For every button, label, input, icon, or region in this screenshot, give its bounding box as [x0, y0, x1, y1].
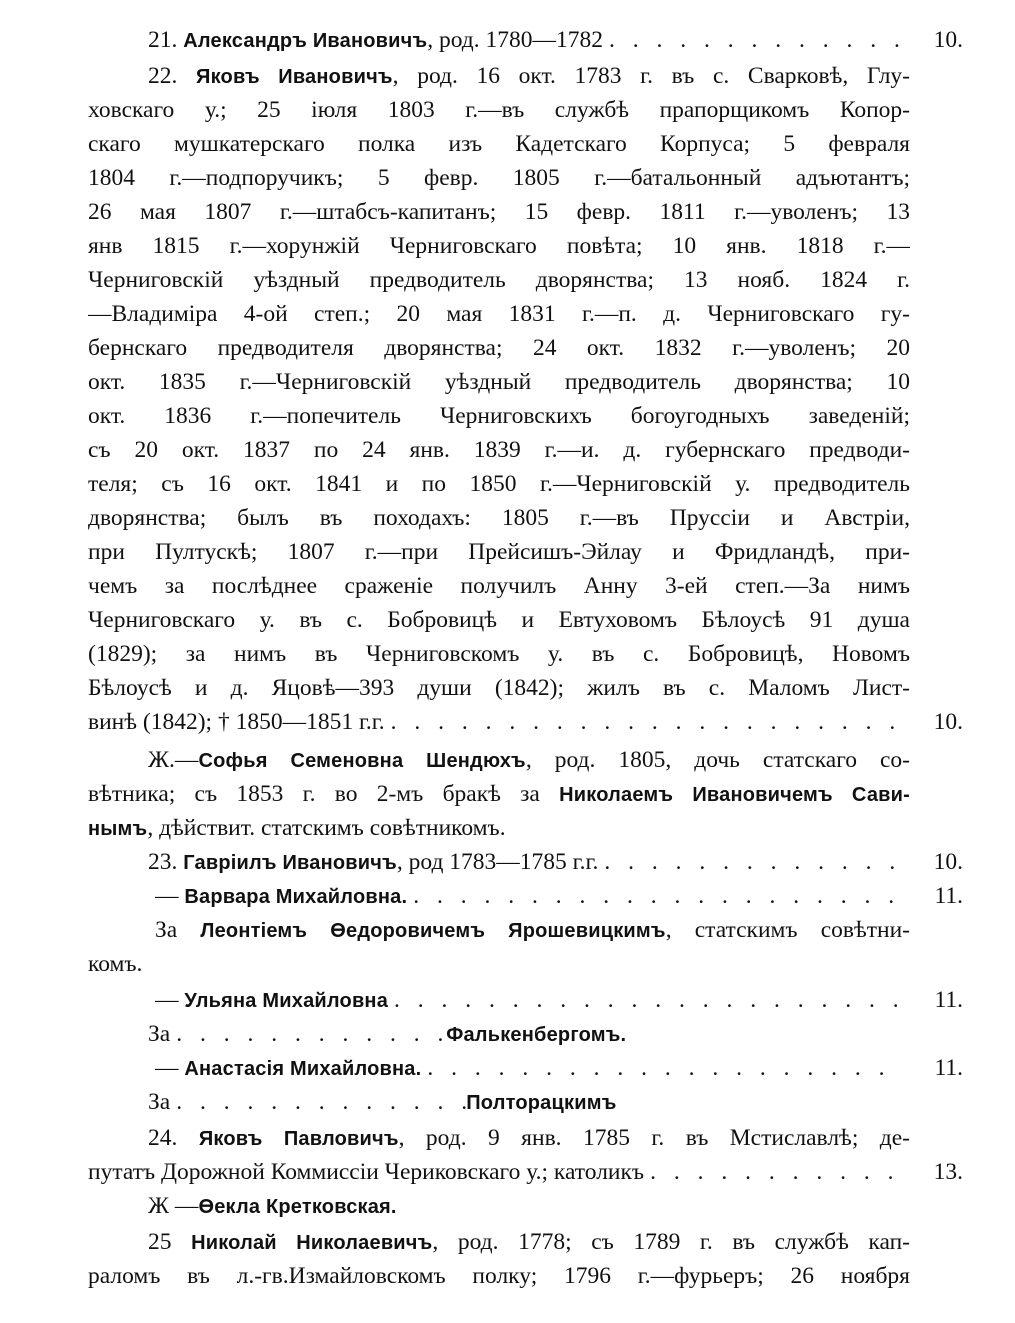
person-name: Гавріилъ Ивановичъ: [183, 852, 397, 874]
entry-25-text-line: раломъ въ л.-гв.Измайловскомъ полку; 1796 г.—фурьеръ; 26 ноября: [88, 1263, 910, 1289]
wife-prefix: Ж.—: [148, 747, 199, 773]
ulyana-line: [155, 984, 900, 1016]
page-reference: 10.: [933, 709, 963, 735]
wife-line: [148, 744, 910, 776]
dot-leader: [388, 984, 900, 1016]
dot-leader: [385, 706, 900, 738]
entry-number: 25: [148, 1229, 172, 1255]
za-label: За: [148, 1089, 171, 1115]
entry-text: , статскимъ совѣтни-: [665, 917, 910, 943]
entry-23-line: [148, 846, 900, 878]
entry-22-text-line: —Владиміра 4-ой степ.; 20 мая 1831 г.—п. д. Черниговскаго гу-: [88, 301, 910, 327]
entry-22-text-line: ховскаго у.; 25 іюля 1803 г.—въ службѣ прапорщикомъ Копор-: [88, 97, 910, 123]
husband-name: Фалькенбергомъ.: [446, 1024, 627, 1046]
entry-22-text-line: при Пултускѣ; 1807 г.—при Прейсишъ-Эйлау и Фридландѣ, при-: [88, 539, 910, 565]
entry-22-text-line: 26 мая 1807 г.—штабсъ-капитанъ; 15 февр. 1811 г.—уволенъ; 13: [88, 199, 910, 225]
spouse-line-cont: комъ.: [88, 951, 143, 977]
entry-22-text-line: скаго мушкатерскаго полка изъ Кадетскаго Корпуса; 5 февраля: [88, 131, 910, 157]
dot-leader: [644, 1156, 900, 1188]
wife-name: Өекла Кретковская.: [198, 1196, 397, 1218]
dot-leader: [421, 1052, 900, 1084]
za-label: За: [148, 1021, 171, 1047]
entry-22-text-line: Черниговскаго у. въ с. Бобровицѣ и Евтуховомъ Бѣлоусѣ 91 душа: [88, 607, 910, 633]
anastasia-line: [155, 1052, 900, 1084]
dash: —: [155, 987, 185, 1013]
entry-22-text-line: Бѣлоусѣ и д. Яцовѣ—393 души (1842); жилъ въ с. Маломъ Лист-: [88, 675, 910, 701]
wife-line: [88, 812, 910, 844]
wife-prefix: Ж —: [148, 1193, 199, 1219]
entry-text: , род 1783—1785 г.г.: [396, 849, 599, 875]
person-name: Варвара Михайловна.: [184, 886, 408, 908]
wife-line: [88, 778, 910, 810]
entry-22-last-line: [88, 706, 900, 738]
entry-text: , дѣйствит. статскимъ совѣтникомъ.: [147, 815, 506, 841]
person-name: Яковъ Павловичъ: [198, 1128, 399, 1150]
page-reference: 11.: [934, 987, 963, 1013]
entry-number: 24.: [148, 1125, 178, 1151]
entry-text: , род. 1780—1782: [427, 27, 604, 53]
person-name: Ульяна Михайловна: [184, 990, 389, 1012]
entry-number: 22.: [148, 63, 178, 89]
page-reference: 11.: [934, 1055, 963, 1081]
dash: —: [155, 1055, 185, 1081]
wife-line: [148, 1190, 397, 1222]
entry-text: путатъ Дорожной Коммиссіи Чериковскаго у.; католикъ: [88, 1159, 645, 1185]
entry-text: , род. 1778; съ 1789 г. въ службѣ кап-: [432, 1229, 910, 1255]
entry-22-text-line: янв 1815 г.—хорунжій Черниговскаго повѣта; 10 янв. 1818 г.—: [88, 233, 910, 259]
person-name: Александръ Ивановичъ: [183, 30, 428, 52]
entry-text: , род. 16 окт. 1783 г. въ с. Сварковѣ, Глу-: [392, 63, 910, 89]
entry-text: вѣтника; съ 1853 г. во 2-мъ бракѣ за: [88, 781, 560, 807]
entry-22-text-line: чемъ за послѣднее сраженіе получилъ Анну 3-ей степ.—За нимъ: [88, 573, 910, 599]
entry-22-text-line: (1829); за нимъ въ Черниговскомъ у. въ с. Бобровицѣ, Новомъ: [88, 641, 910, 667]
entry-22-text-line: Черниговскій уѣздный предводитель дворянства; 13 нояб. 1824 г.: [88, 267, 910, 293]
person-name: Яковъ Ивановичъ: [196, 66, 393, 88]
entry-22-text-line: окт. 1836 г.—попечитель Черниговскихъ богоугодныхъ заведеній;: [88, 403, 910, 429]
dot-leader: [603, 24, 900, 56]
dash: —: [155, 883, 185, 909]
entry-text: винѣ (1842); † 1850—1851 г.г.: [88, 709, 385, 735]
dot-leader: [170, 1018, 446, 1050]
person-name: Анастасія Михайловна.: [184, 1058, 422, 1080]
entry-22-first-line: [148, 60, 910, 92]
entry-text: , род. 1805, дочь статскаго со-: [525, 747, 910, 773]
wife-name: Софья Семеновна Шендюхъ: [198, 750, 526, 772]
page-reference: 10.: [933, 27, 963, 53]
husband-name: Николаемъ Ивановичемъ Сави-: [559, 784, 910, 806]
dot-leader: [407, 880, 900, 912]
entry-22-text-line: теля; съ 16 окт. 1841 и по 1850 г.—Черниговскій у. предводитель: [88, 471, 910, 497]
entry-number: 21.: [148, 27, 178, 53]
entry-22-text-line: окт. 1835 г.—Черниговскій уѣздный предводитель дворянства; 10: [88, 369, 910, 395]
spouse-line: [148, 1086, 616, 1118]
husband-name: нымъ: [88, 818, 148, 840]
person-name: Николай Николаевичъ: [191, 1232, 433, 1254]
dot-leader: [170, 1086, 466, 1118]
spouse-line: [155, 914, 910, 946]
entry-number: 23.: [148, 849, 178, 875]
page-reference: 10.: [933, 849, 963, 875]
entry-text: , род. 9 янв. 1785 г. въ Мстиславлѣ; де-: [398, 1125, 910, 1151]
entry-22-text-line: съ 20 окт. 1837 по 24 янв. 1839 г.—и. д. губернскаго предводи-: [88, 437, 910, 463]
spouse-line: [148, 1018, 626, 1050]
entry-24-first-line: [148, 1122, 910, 1154]
za-label: За: [155, 917, 201, 943]
entry-25-first-line: [148, 1226, 910, 1258]
entry-22-text-line: 1804 г.—подпоручикъ; 5 февр. 1805 г.—батальонный адъютантъ;: [88, 165, 910, 191]
dot-leader: [598, 846, 900, 878]
husband-name: Леонтіемъ Өедоровичемъ Ярошевицкимъ: [200, 920, 666, 942]
entry-21-line: [148, 24, 900, 56]
page-reference: 11.: [934, 883, 963, 909]
entry-22-text-line: бернскаго предводителя дворянства; 24 окт. 1832 г.—уволенъ; 20: [88, 335, 910, 361]
page-reference: 13.: [933, 1159, 963, 1185]
entry-24-second-line: [88, 1156, 900, 1188]
entry-22-text-line: дворянства; былъ въ походахъ: 1805 г.—въ Пруссіи и Австріи,: [88, 505, 910, 531]
varvara-line: [155, 880, 900, 912]
husband-name: Полторацкимъ: [466, 1092, 617, 1114]
